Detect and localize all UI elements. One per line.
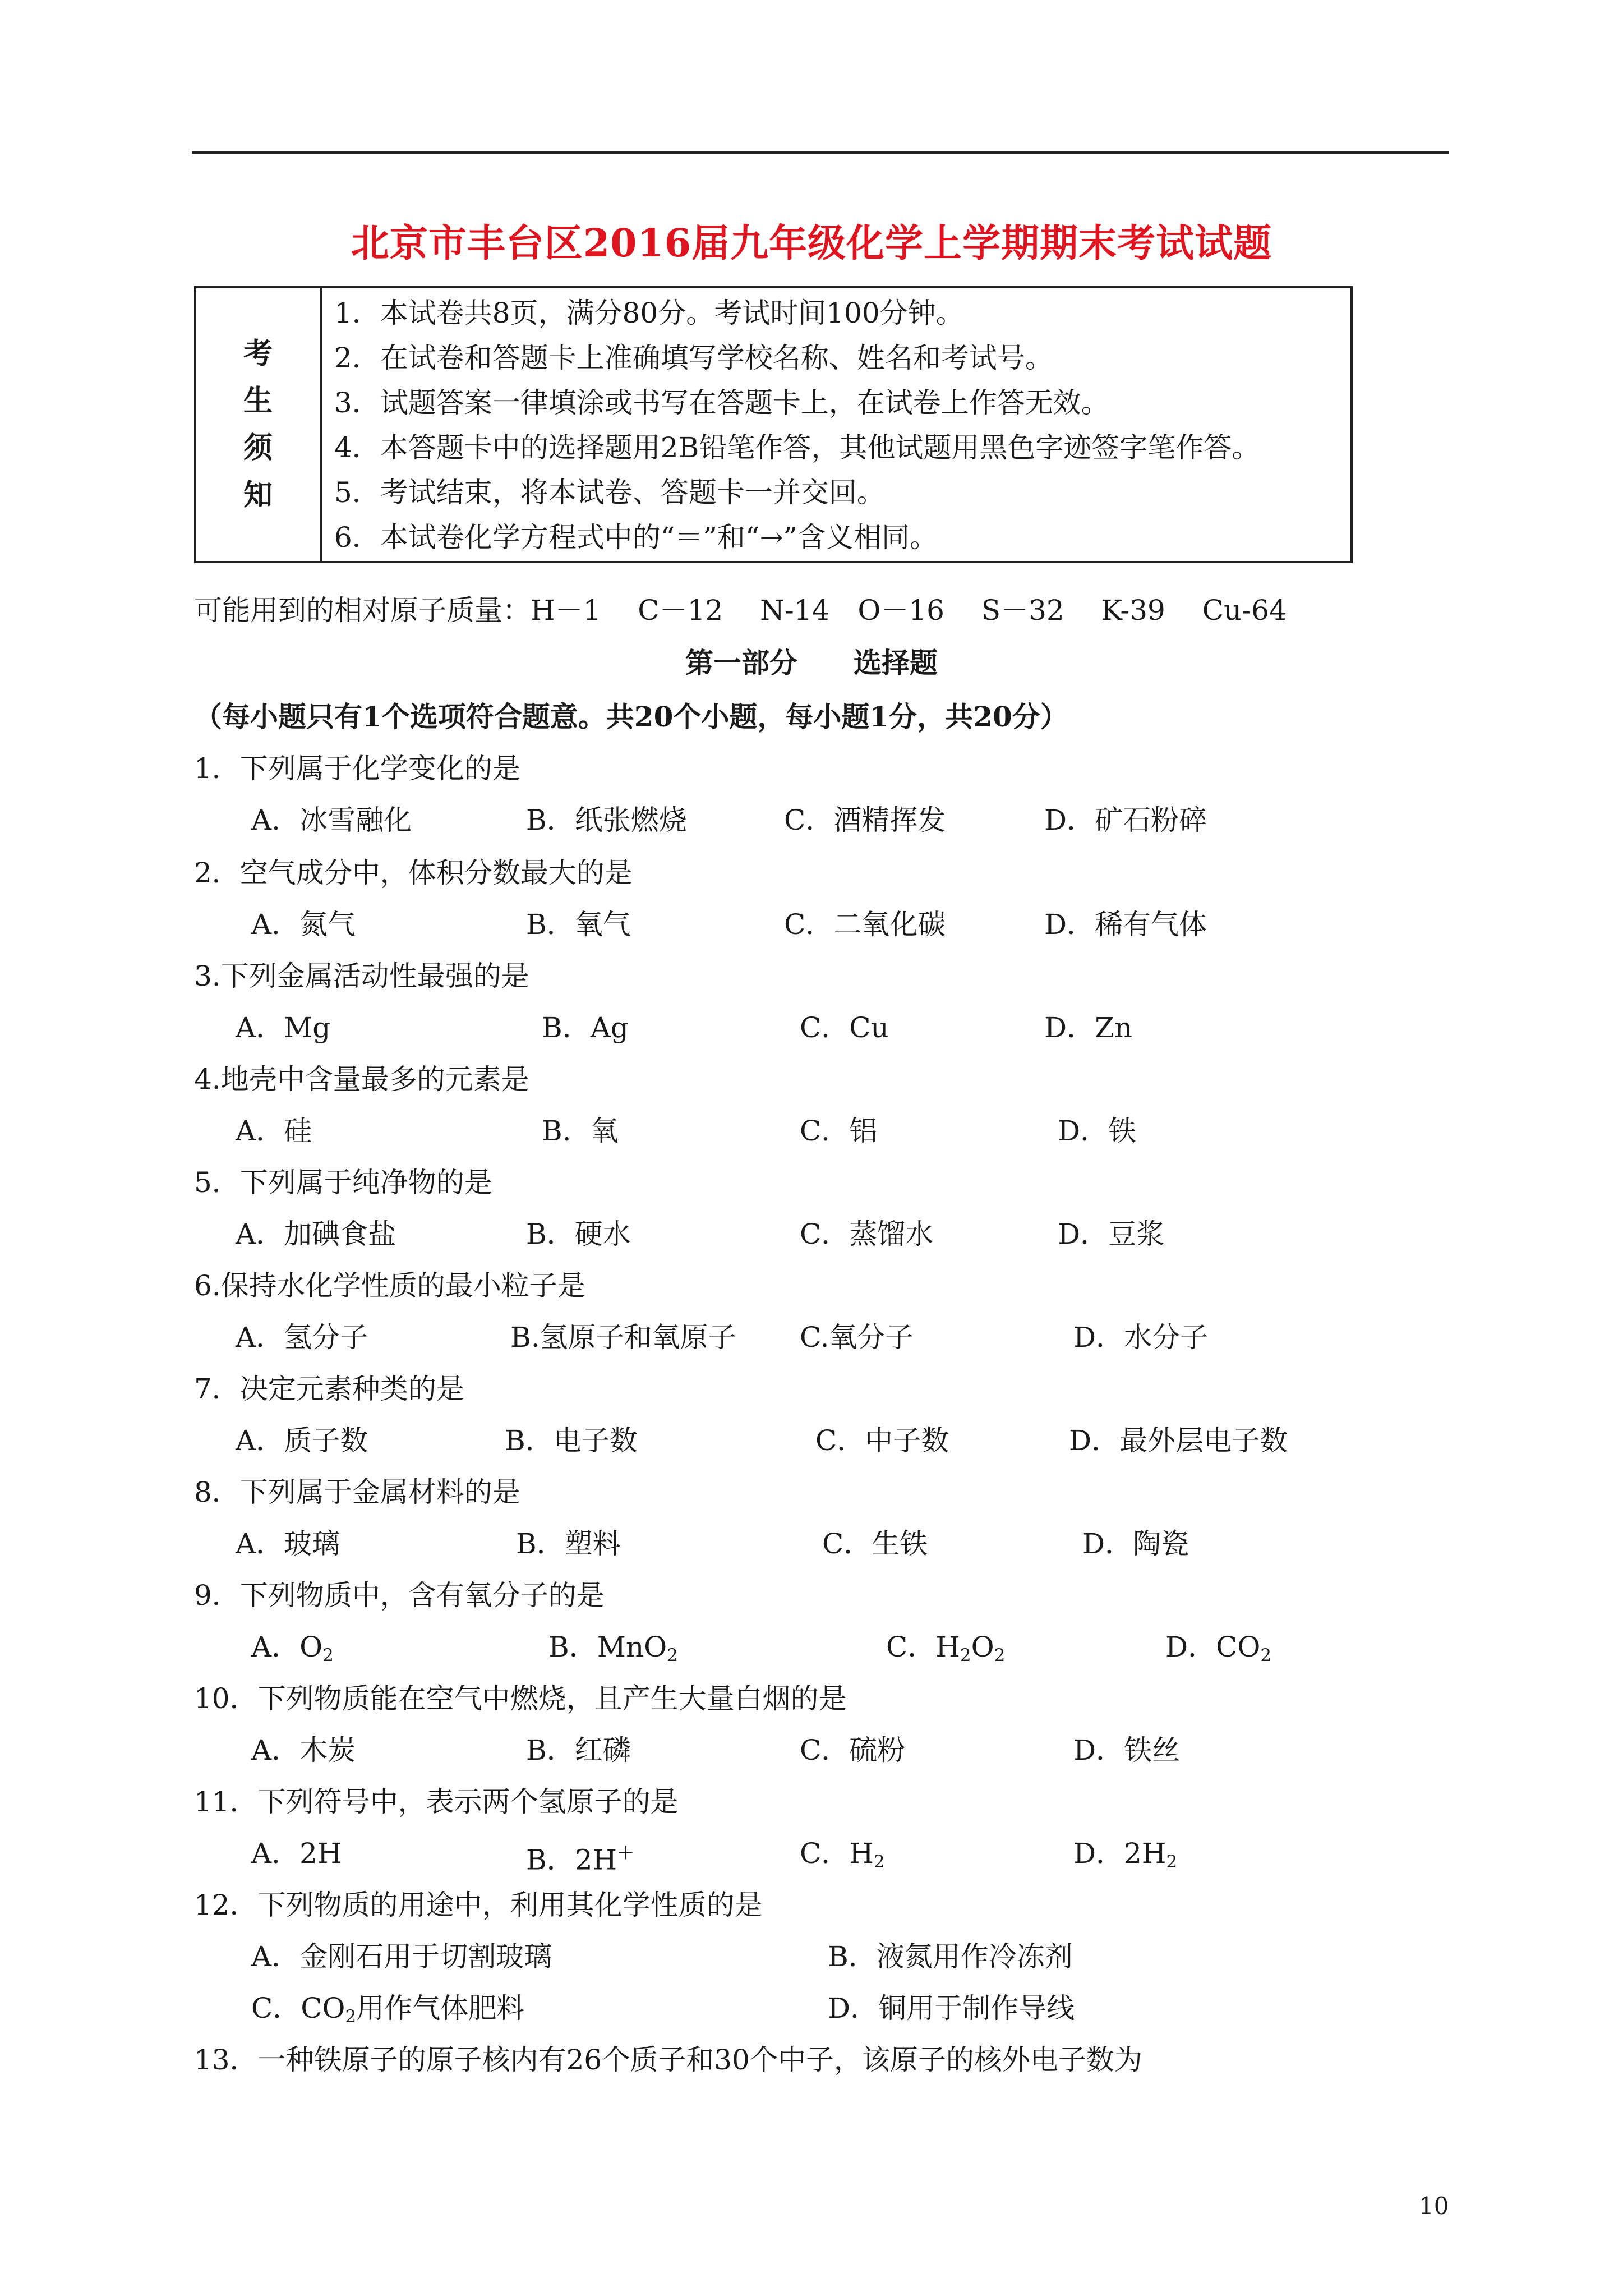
option: C．生铁 <box>822 1527 928 1560</box>
option: D．铁丝 <box>1073 1734 1181 1766</box>
option: D．最外层电子数 <box>1069 1424 1288 1457</box>
option: B．液氮用作冷冻剂 <box>828 1940 1073 1973</box>
option: D．铁 <box>1058 1115 1137 1147</box>
question-stem: 5．下列属于纯净物的是 <box>194 1166 492 1199</box>
option: C．二氧化碳 <box>784 908 946 941</box>
option: B．氧 <box>542 1115 619 1147</box>
option: A．2H <box>251 1837 342 1870</box>
option: C．$CO_2$用作气体肥料 <box>251 1992 525 2027</box>
notice-item: 1．本试卷共8页，满分80分。考试时间100分钟。 <box>334 297 964 329</box>
notice-item: 4．本答题卡中的选择题用2B铅笔作答，其他试题用黑色字迹签字笔作答。 <box>334 431 1260 464</box>
option: C．硫粉 <box>800 1734 906 1766</box>
option: D．陶瓷 <box>1082 1527 1189 1560</box>
option: B．塑料 <box>516 1527 621 1560</box>
option: D．水分子 <box>1073 1321 1209 1354</box>
option: D．$2H_2$ <box>1073 1837 1178 1872</box>
option: A．金刚石用于切割玻璃 <box>251 1940 552 1973</box>
option: D．稀有气体 <box>1044 908 1207 941</box>
option: C．Cu <box>800 1011 889 1044</box>
section-title: 第一部分 选择题 <box>685 646 938 679</box>
option: A．氢分子 <box>236 1321 368 1354</box>
question-stem: 3.下列金属活动性最强的是 <box>194 960 529 992</box>
option: A．氮气 <box>251 908 356 941</box>
question-stem: 7．决定元素种类的是 <box>194 1373 464 1405</box>
header-rule <box>192 151 1449 154</box>
page-number: 10 <box>1419 2192 1449 2220</box>
option: C．中子数 <box>815 1424 949 1457</box>
option: C．$H_2O_2$ <box>886 1631 1006 1665</box>
question-stem: 12．下列物质的用途中，利用其化学性质的是 <box>194 1889 763 1921</box>
option: A．玻璃 <box>236 1527 340 1560</box>
question-stem: 10．下列物质能在空气中燃烧，且产生大量白烟的是 <box>194 1682 847 1715</box>
notice-label-char: 须 <box>243 431 273 465</box>
option: B．氧气 <box>526 908 631 941</box>
option: C．铝 <box>800 1115 878 1147</box>
notice-item: 5．考试结束，将本试卷、答题卡一并交回。 <box>334 476 885 509</box>
question-stem: 4.地壳中含量最多的元素是 <box>194 1063 529 1096</box>
notice-items <box>334 291 1260 560</box>
option: A．加碘食盐 <box>236 1218 396 1250</box>
option: D．豆浆 <box>1058 1218 1165 1250</box>
option: D．矿石粉碎 <box>1044 804 1207 836</box>
notice-label-char: 知 <box>243 478 273 512</box>
notice-item: 6．本试卷化学方程式中的“＝”和“→”含义相同。 <box>334 521 938 554</box>
option: B．纸张燃烧 <box>526 804 687 836</box>
section-note: （每小题只有1个选项符合题意。共20个小题，每小题1分，共20分） <box>194 700 1068 733</box>
option: C．$H_2$ <box>800 1837 885 1872</box>
option: C.氧分子 <box>800 1321 914 1354</box>
notice-label-char: 生 <box>243 384 273 418</box>
exam-title: 北京市丰台区2016届九年级化学上学期期末考试试题 <box>351 221 1272 266</box>
option: B．2H＋ <box>526 1843 635 1876</box>
notice-label-char: 考 <box>243 337 273 371</box>
question-stem: 6.保持水化学性质的最小粒子是 <box>194 1269 585 1302</box>
option: C．酒精挥发 <box>784 804 946 836</box>
option: B.氢原子和氧原子 <box>510 1321 736 1354</box>
option: B．硬水 <box>526 1218 631 1250</box>
option: B．Ag <box>542 1011 629 1044</box>
option: A．硅 <box>236 1115 312 1147</box>
option: A．木炭 <box>251 1734 356 1766</box>
option: B．电子数 <box>505 1424 638 1457</box>
option: D．铜用于制作导线 <box>828 1992 1075 2024</box>
atomic-masses: 可能用到的相对原子质量：H－1 C－12 N-14 O－16 S－32 K-39 Cu-64 <box>194 594 1287 627</box>
question-stem: 1．下列属于化学变化的是 <box>194 752 520 785</box>
notice-label <box>196 288 322 561</box>
question-stem: 11．下列符号中，表示两个氢原子的是 <box>194 1786 679 1818</box>
option: D．Zn <box>1044 1011 1133 1044</box>
option: B．红磷 <box>526 1734 631 1766</box>
question-stem: 9．下列物质中，含有氧分子的是 <box>194 1579 605 1612</box>
option: A．质子数 <box>236 1424 368 1457</box>
question-stem: 8．下列属于金属材料的是 <box>194 1476 520 1508</box>
option: A．冰雪融化 <box>251 804 412 836</box>
option: A．$O_2$ <box>251 1631 334 1665</box>
notice-box <box>194 286 1353 563</box>
question-stem: 2．空气成分中，体积分数最大的是 <box>194 857 633 889</box>
notice-item: 3．试题答案一律填涂或书写在答题卡上，在试卷上作答无效。 <box>334 386 1109 419</box>
option: A．Mg <box>236 1011 331 1044</box>
option: C．蒸馏水 <box>800 1218 934 1250</box>
option: B．MnO$_2$ <box>548 1631 678 1665</box>
option: D．$CO_2$ <box>1165 1631 1272 1665</box>
question-stem: 13．一种铁原子的原子核内有26个质子和30个中子，该原子的核外电子数为 <box>194 2044 1142 2076</box>
notice-item: 2．在试卷和答题卡上准确填写学校名称、姓名和考试号。 <box>334 342 1053 374</box>
